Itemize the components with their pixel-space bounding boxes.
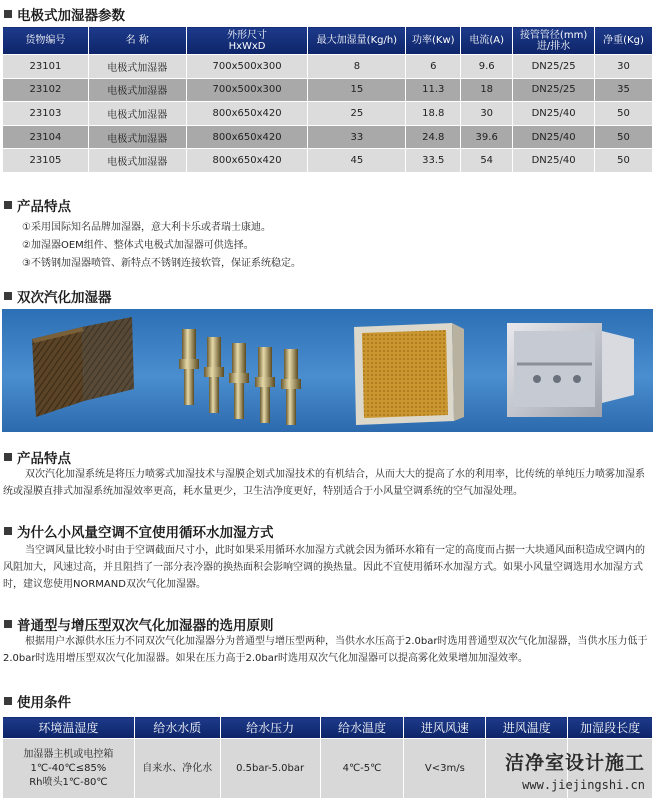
section-title-why (4, 521, 274, 541)
table-cell: 0.5bar-5.0bar (220, 739, 320, 799)
table-header-row (3, 27, 653, 55)
header-cell: 功率(Kw) (406, 27, 461, 55)
header-cell: 进风温度 (486, 717, 568, 739)
section-title-spec (4, 4, 125, 24)
table-cell: 30 (461, 102, 513, 126)
table-cell: DN25/25 (513, 55, 595, 79)
feature-item: ①采用国际知名品牌加湿器，意大利卡乐或者瑞士康迪。 (22, 222, 271, 233)
header-line: 外形尺寸 (227, 29, 268, 41)
section-title-text: 为什么小风量空调不宜使用循环水加湿方式 (17, 525, 274, 541)
spec-table (2, 26, 653, 173)
square-bullet-icon (4, 527, 12, 535)
table-cell: 50 (595, 149, 653, 173)
section-title-text: 普通型与增压型双次气化加湿器的选用原则 (17, 618, 274, 634)
table-cell: 23104 (3, 125, 89, 149)
table-cell: 800x650x420 (186, 102, 308, 126)
square-bullet-icon (4, 10, 12, 18)
square-bullet-icon (4, 620, 12, 628)
housing-photo (507, 323, 634, 417)
header-cell: 加湿段长度 (568, 717, 653, 739)
table-header-row (3, 717, 653, 739)
table-cell: 4℃-5℃ (320, 739, 404, 799)
square-bullet-icon (4, 292, 12, 300)
table-cell: 9.6 (461, 55, 513, 79)
section-title-text: 双次汽化加湿器 (17, 290, 112, 306)
header-cell (513, 27, 595, 55)
table-cell: 6 (406, 55, 461, 79)
table-cell: 自来水、净化水 (134, 739, 220, 799)
square-bullet-icon (4, 453, 12, 461)
watermark-url: www.jiejingshi.cn (522, 778, 645, 792)
section-title-text: 产品特点 (17, 199, 71, 215)
header-cell: 给水温度 (320, 717, 404, 739)
table-cell: 23101 (3, 55, 89, 79)
section-title-conditions (4, 691, 71, 711)
features-paragraph (3, 466, 653, 500)
watermark (505, 748, 645, 792)
cell-line: 1℃-40℃≤85% (30, 762, 107, 774)
header-cell: 电流(A) (461, 27, 513, 55)
table-cell: 18.8 (406, 102, 461, 126)
table-cell: 24.8 (406, 125, 461, 149)
header-cell: 给水水质 (134, 717, 220, 739)
wet-pad-photo (32, 317, 134, 417)
section-title-text: 电极式加湿器参数 (17, 8, 125, 24)
table-cell: 50 (595, 102, 653, 126)
header-cell: 进风风速 (404, 717, 486, 739)
table-cell: V<3m/s (404, 739, 486, 799)
table-cell: 23103 (3, 102, 89, 126)
product-photo-band (2, 309, 653, 432)
table-cell: 11.3 (406, 78, 461, 102)
header-cell: 最大加湿量(Kg/h) (308, 27, 406, 55)
table-cell: 电极式加湿器 (88, 102, 186, 126)
table-cell: 39.6 (461, 125, 513, 149)
product-photos-svg (2, 309, 653, 432)
table-cell: 8 (308, 55, 406, 79)
header-cell: 环境温湿度 (3, 717, 135, 739)
why-paragraph (3, 542, 653, 593)
feature-item: ②加湿器OEM组件、整体式电极式加湿器可供选择。 (22, 240, 254, 251)
table-cell: 15 (308, 78, 406, 102)
header-cell (186, 27, 308, 55)
paragraph-text: 根据用户水源供水压力不同双次气化加湿器分为普通型与增压型两种，当供水水压高于2.0bar时选用普通型双次气化加湿器，当供水压力低于2.0bar时选用增压型双次气化加湿器。如果在压力高于2.0bar时选用双次气化加湿器可以提高雾化效果增加加湿效率。 (3, 636, 648, 664)
section-title-selection (4, 614, 274, 634)
table-cell: 45 (308, 149, 406, 173)
header-cell: 货物编号 (3, 27, 89, 55)
table-cell: 电极式加湿器 (88, 55, 186, 79)
section-title-features (4, 195, 71, 215)
table-row (3, 55, 653, 79)
table-cell: 800x650x420 (186, 149, 308, 173)
table-cell: DN25/40 (513, 149, 595, 173)
table-cell: 700x500x300 (186, 55, 308, 79)
table-cell: DN25/25 (513, 78, 595, 102)
cell-line: 加湿器主机或电控箱 (23, 748, 114, 760)
section-title-text: 使用条件 (17, 695, 71, 711)
square-bullet-icon (4, 201, 12, 209)
nozzle-photo (179, 329, 301, 425)
table-cell: 18 (461, 78, 513, 102)
table-cell: 50 (595, 125, 653, 149)
header-line: 进/排水 (536, 40, 571, 52)
cell-line: Rh喷头1℃-80℃ (29, 776, 108, 788)
table-cell: 33 (308, 125, 406, 149)
header-cell: 给水压力 (220, 717, 320, 739)
table-cell: DN25/40 (513, 102, 595, 126)
feature-item: ③不锈钢加湿器喷管、新特点不锈钢连接软管，保证系统稳定。 (22, 258, 301, 269)
paragraph-text: 双次汽化加湿系统是将压力喷雾式加湿技术与湿膜企划式加湿技术的有机结合，从而大大的提高了水的利用率，比传统的单纯压力喷雾加湿系统或湿膜直排式加湿系统加湿效率更高，耗水量更少，卫生洁净度更好，特别适合于小风量空调系统的空气加湿处理。 (3, 469, 645, 497)
table-cell: 23102 (3, 78, 89, 102)
paragraph-text: 当空调风量比较小时由于空调截面尺寸小，此时如果采用循环水加湿方式就会因为循环水箱有一定的高度而占据一大块通风面积造成空调内的风阻加大，风速过高，并且阻挡了一部分表冷器的换热面积会影响空调的换热量。因此不宜使用循环水加湿方式。如果小风量空调选用水加湿方式时，建议您使用NORMAND双次气化加湿器。 (3, 545, 645, 590)
table-cell: 54 (461, 149, 513, 173)
header-line: 接管管径(mm) (519, 29, 588, 41)
section-title-text: 产品特点 (17, 451, 71, 467)
table-cell: 25 (308, 102, 406, 126)
table-cell (3, 739, 135, 799)
table-cell: 电极式加湿器 (88, 125, 186, 149)
table-cell: 700x500x300 (186, 78, 308, 102)
watermark-name: 洁净室设计施工 (504, 752, 645, 774)
section-title-features-2 (4, 447, 71, 467)
table-cell: 电极式加湿器 (88, 149, 186, 173)
header-cell: 名 称 (88, 27, 186, 55)
section-title-humidifier (4, 286, 112, 306)
table-cell: 23105 (3, 149, 89, 173)
table-cell: 电极式加湿器 (88, 78, 186, 102)
table-row (3, 102, 653, 126)
table-row (3, 149, 653, 173)
table-cell: DN25/40 (513, 125, 595, 149)
square-bullet-icon (4, 697, 12, 705)
table-row (3, 125, 653, 149)
table-cell: 30 (595, 55, 653, 79)
header-line: HxWxD (228, 40, 266, 52)
table-cell: 800x650x420 (186, 125, 308, 149)
honeycomb-panel-photo (354, 323, 464, 425)
table-cell: 35 (595, 78, 653, 102)
table-cell: 33.5 (406, 149, 461, 173)
selection-paragraph (3, 633, 653, 667)
header-cell: 净重(Kg) (595, 27, 653, 55)
table-row (3, 78, 653, 102)
